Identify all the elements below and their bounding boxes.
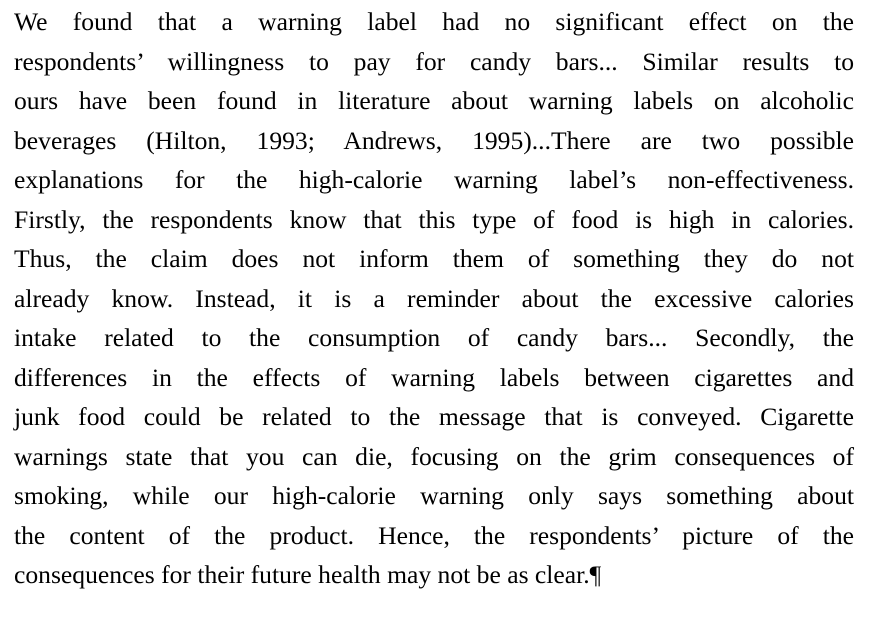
text-line-9: intake related to the consumption of candy bars... Secondly, the <box>14 323 854 352</box>
text-line-7: Thus, the claim does not inform them of something they do not <box>14 244 854 273</box>
text-line-10: differences in the effects of warning labels between cigarettes and <box>14 362 854 392</box>
text-line-6: Firstly, the respondents know that this type of food is high in calories. <box>14 204 854 234</box>
text-line-12: warnings state that you can die, focusing on the grim consequences of <box>14 441 854 471</box>
text-line-5: explanations for the high-calorie warning label’s non-effectiveness. <box>14 165 854 194</box>
text-line-1: We found that a warning label had no significant effect on the <box>14 7 854 36</box>
text-line-3: ours have been found in literature about warning labels on alcoholic <box>14 86 854 115</box>
text-line-15: consequences for their future health may not be as clear.¶ <box>14 560 602 589</box>
text-line-14: the content of the product. Hence, the respondents’ picture of the <box>14 520 854 550</box>
quoted-paragraph <box>14 2 866 595</box>
text-line-11: junk food could be related to the message that is conveyed. Cigarette <box>14 402 854 431</box>
text-line-8: already know. Instead, it is a reminder about the excessive calories <box>14 283 854 313</box>
text-line-2: respondents’ willingness to pay for candy bars... Similar results to <box>14 46 854 76</box>
text-line-13: smoking, while our high-calorie warning only says something about <box>14 481 854 510</box>
text-line-4: beverages (Hilton, 1993; Andrews, 1995)...There are two possible <box>14 125 854 155</box>
